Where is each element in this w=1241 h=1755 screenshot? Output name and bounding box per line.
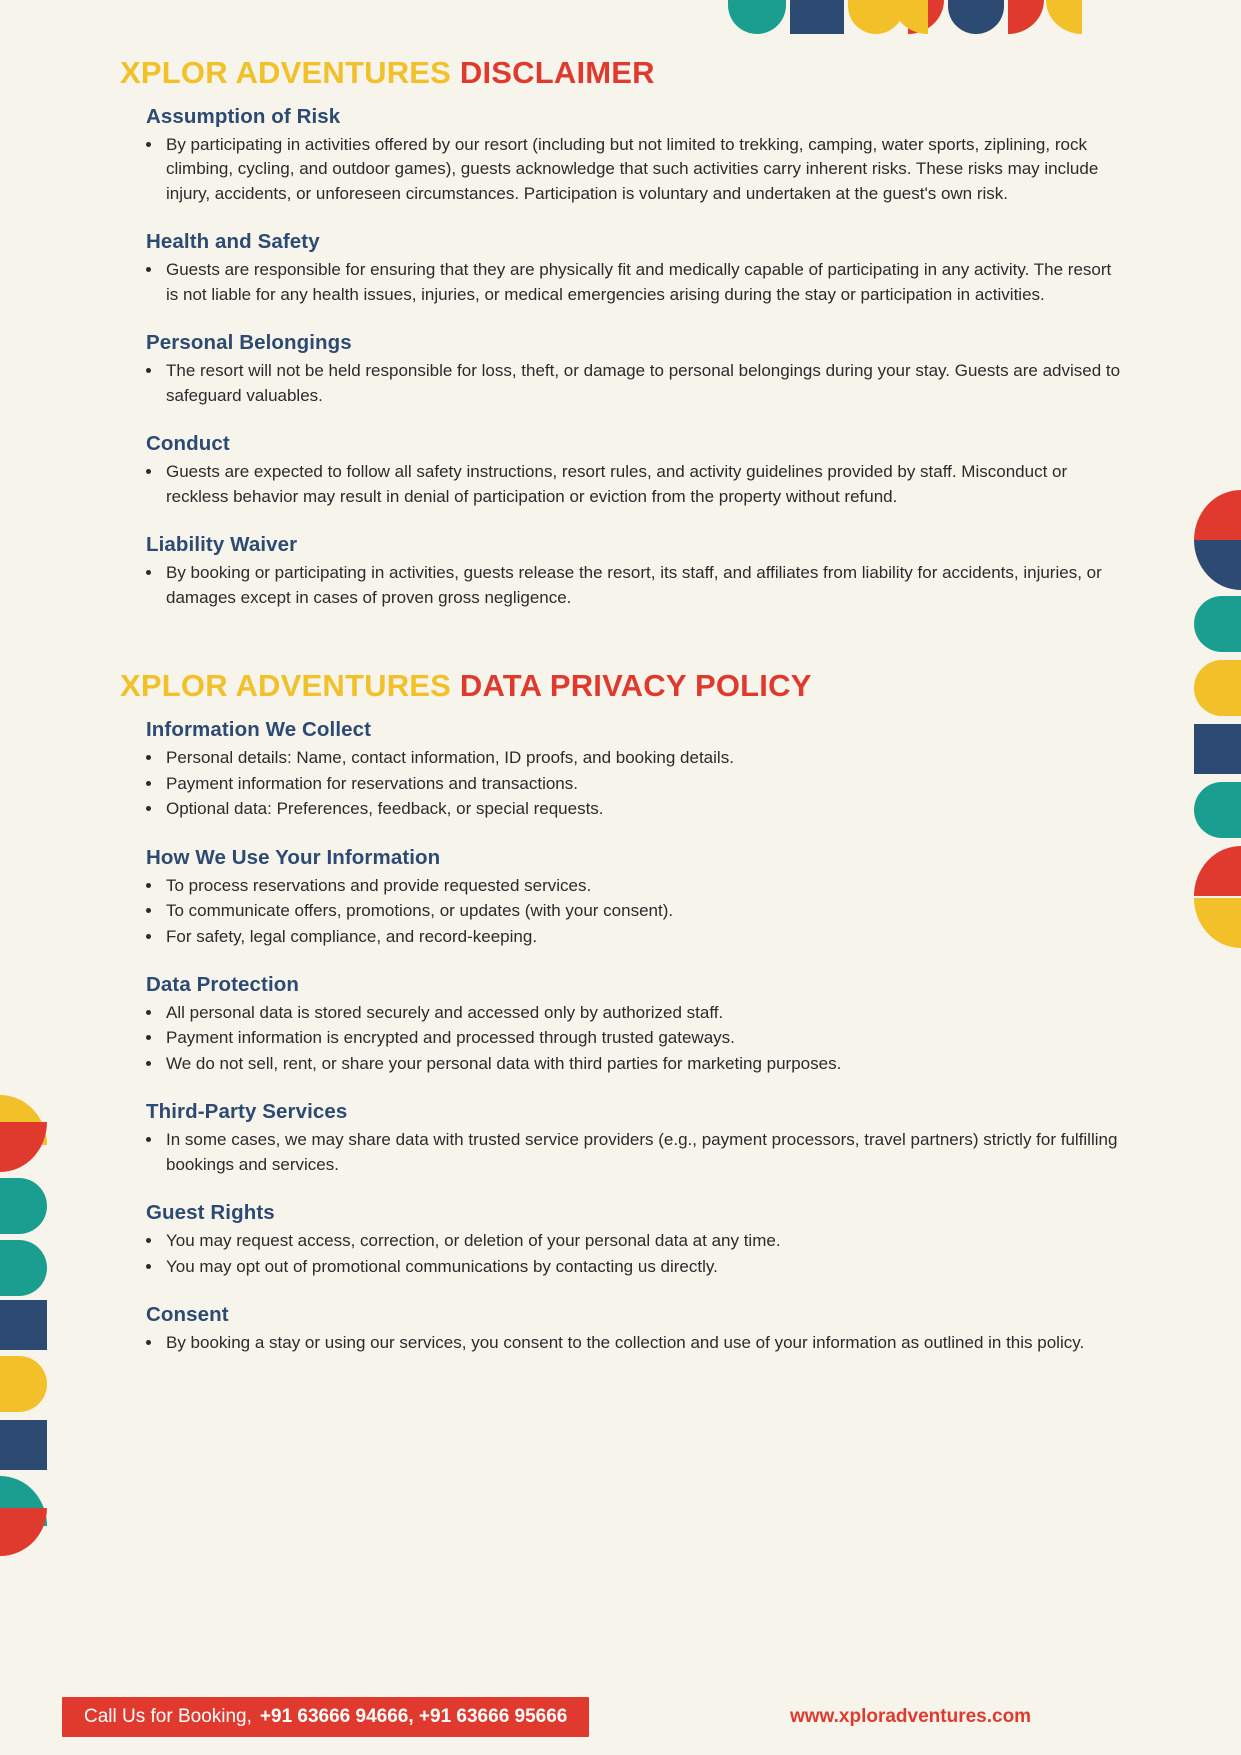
list-item: The resort will not be held responsible for loss, theft, or damage to personal belongings during your stay. Guests are advised to safeguard valuables. [142,359,1121,408]
section-heading: Third-Party Services [146,1100,348,1124]
section-heading: Data Protection [146,972,299,996]
list-item: To process reservations and provide requested services. [142,874,1121,898]
section-consent [120,1303,1121,1355]
section-liability-waiver [120,533,1121,610]
list-item: Payment information is encrypted and processed through trusted gateways. [142,1026,1121,1050]
list-item: For safety, legal compliance, and record-keeping. [142,925,1121,949]
section-list [120,258,1121,307]
section-information-we-collect [120,718,1121,821]
disclaimer-sections [120,105,1121,610]
section-heading: Guest Rights [146,1201,275,1225]
brand-name: XPLOR ADVENTURES [120,55,460,90]
list-item: Guests are expected to follow all safety instructions, resort rules, and activity guidelines provided by staff. Misconduct or reckless behavior may result in denial of participation or eviction from the property without refund. [142,460,1121,509]
page-footer [0,1685,1241,1755]
list-item: In some cases, we may share data with trusted service providers (e.g., payment processors, travel partners) strictly for fulfilling bookings and services. [142,1128,1121,1177]
section-heading: Assumption of Risk [146,105,341,128]
call-label: Call Us for Booking, [84,1706,252,1727]
website-link[interactable]: www.xploradventures.com [790,1706,1032,1727]
title-suffix: DATA PRIVACY POLICY [459,668,812,704]
privacy-sections [120,718,1121,1356]
list-item: You may opt out of promotional communications by contacting us directly. [142,1255,1121,1279]
list-item: Personal details: Name, contact information, ID proofs, and booking details. [142,746,1121,770]
page-title-disclaimer [120,55,1121,91]
section-list [120,874,1121,949]
section-list [120,1001,1121,1076]
section-list [120,460,1121,509]
deco-shape [0,1356,47,1412]
section-list [120,561,1121,610]
list-item: We do not sell, rent, or share your personal data with third parties for marketing purposes. [142,1052,1121,1076]
list-item: Payment information for reservations and transactions. [142,772,1121,796]
list-item: All personal data is stored securely and accessed only by authorized staff. [142,1001,1121,1025]
section-spacer [120,634,1121,668]
section-heading: Conduct [146,432,230,456]
section-heading: Information We Collect [146,718,372,742]
section-heading: Liability Waiver [146,533,298,557]
booking-contact-bar [62,1697,589,1737]
page-title-privacy [120,668,1121,704]
section-conduct [120,432,1121,509]
section-how-we-use-your-information [120,846,1121,949]
deco-shape [0,1508,47,1556]
section-list [120,133,1121,206]
brand-name: XPLOR ADVENTURES [120,668,460,704]
list-item: By booking or participating in activities, guests release the resort, its staff, and affiliates from liability for accidents, injuries, or damages except in cases of proven gross negligence. [142,561,1121,610]
list-item: Optional data: Preferences, feedback, or special requests. [142,797,1121,821]
section-personal-belongings [120,331,1121,408]
section-data-protection [120,973,1121,1076]
list-item: To communicate offers, promotions, or updates (with your consent). [142,899,1121,923]
section-list [120,359,1121,408]
section-list [120,1331,1121,1355]
list-item: By participating in activities offered by our resort (including but not limited to trekking, camping, water sports, ziplining, rock climbing, cycling, and outdoor games), guests acknowledge that such activities carry inherent risks. These risks may include injury, accidents, or unforeseen circumstances. Participation is voluntary and undertaken at the guest's own risk. [142,133,1121,206]
section-list [120,1128,1121,1177]
section-guest-rights [120,1201,1121,1279]
section-health-and-safety [120,230,1121,307]
section-third-party-services [120,1100,1121,1177]
list-item: You may request access, correction, or deletion of your personal data at any time. [142,1229,1121,1253]
section-heading: Health and Safety [146,230,320,254]
section-heading: Personal Belongings [146,331,352,355]
section-assumption-of-risk [120,105,1121,206]
section-heading: How We Use Your Information [146,845,441,869]
title-suffix: DISCLAIMER [459,55,655,90]
phone-numbers[interactable]: +91 63666 94666, +91 63666 95666 [259,1706,568,1727]
list-item: Guests are responsible for ensuring that they are physically fit and medically capable of participating in any activity. The resort is not liable for any health issues, injuries, or medical emergencies arising during the stay or participation in activities. [142,258,1121,307]
deco-shape [0,1420,47,1470]
list-item: By booking a stay or using our services, you consent to the collection and use of your information as outlined in this policy. [142,1331,1121,1355]
section-list [120,1229,1121,1279]
section-list [120,746,1121,821]
section-heading: Consent [146,1303,229,1327]
